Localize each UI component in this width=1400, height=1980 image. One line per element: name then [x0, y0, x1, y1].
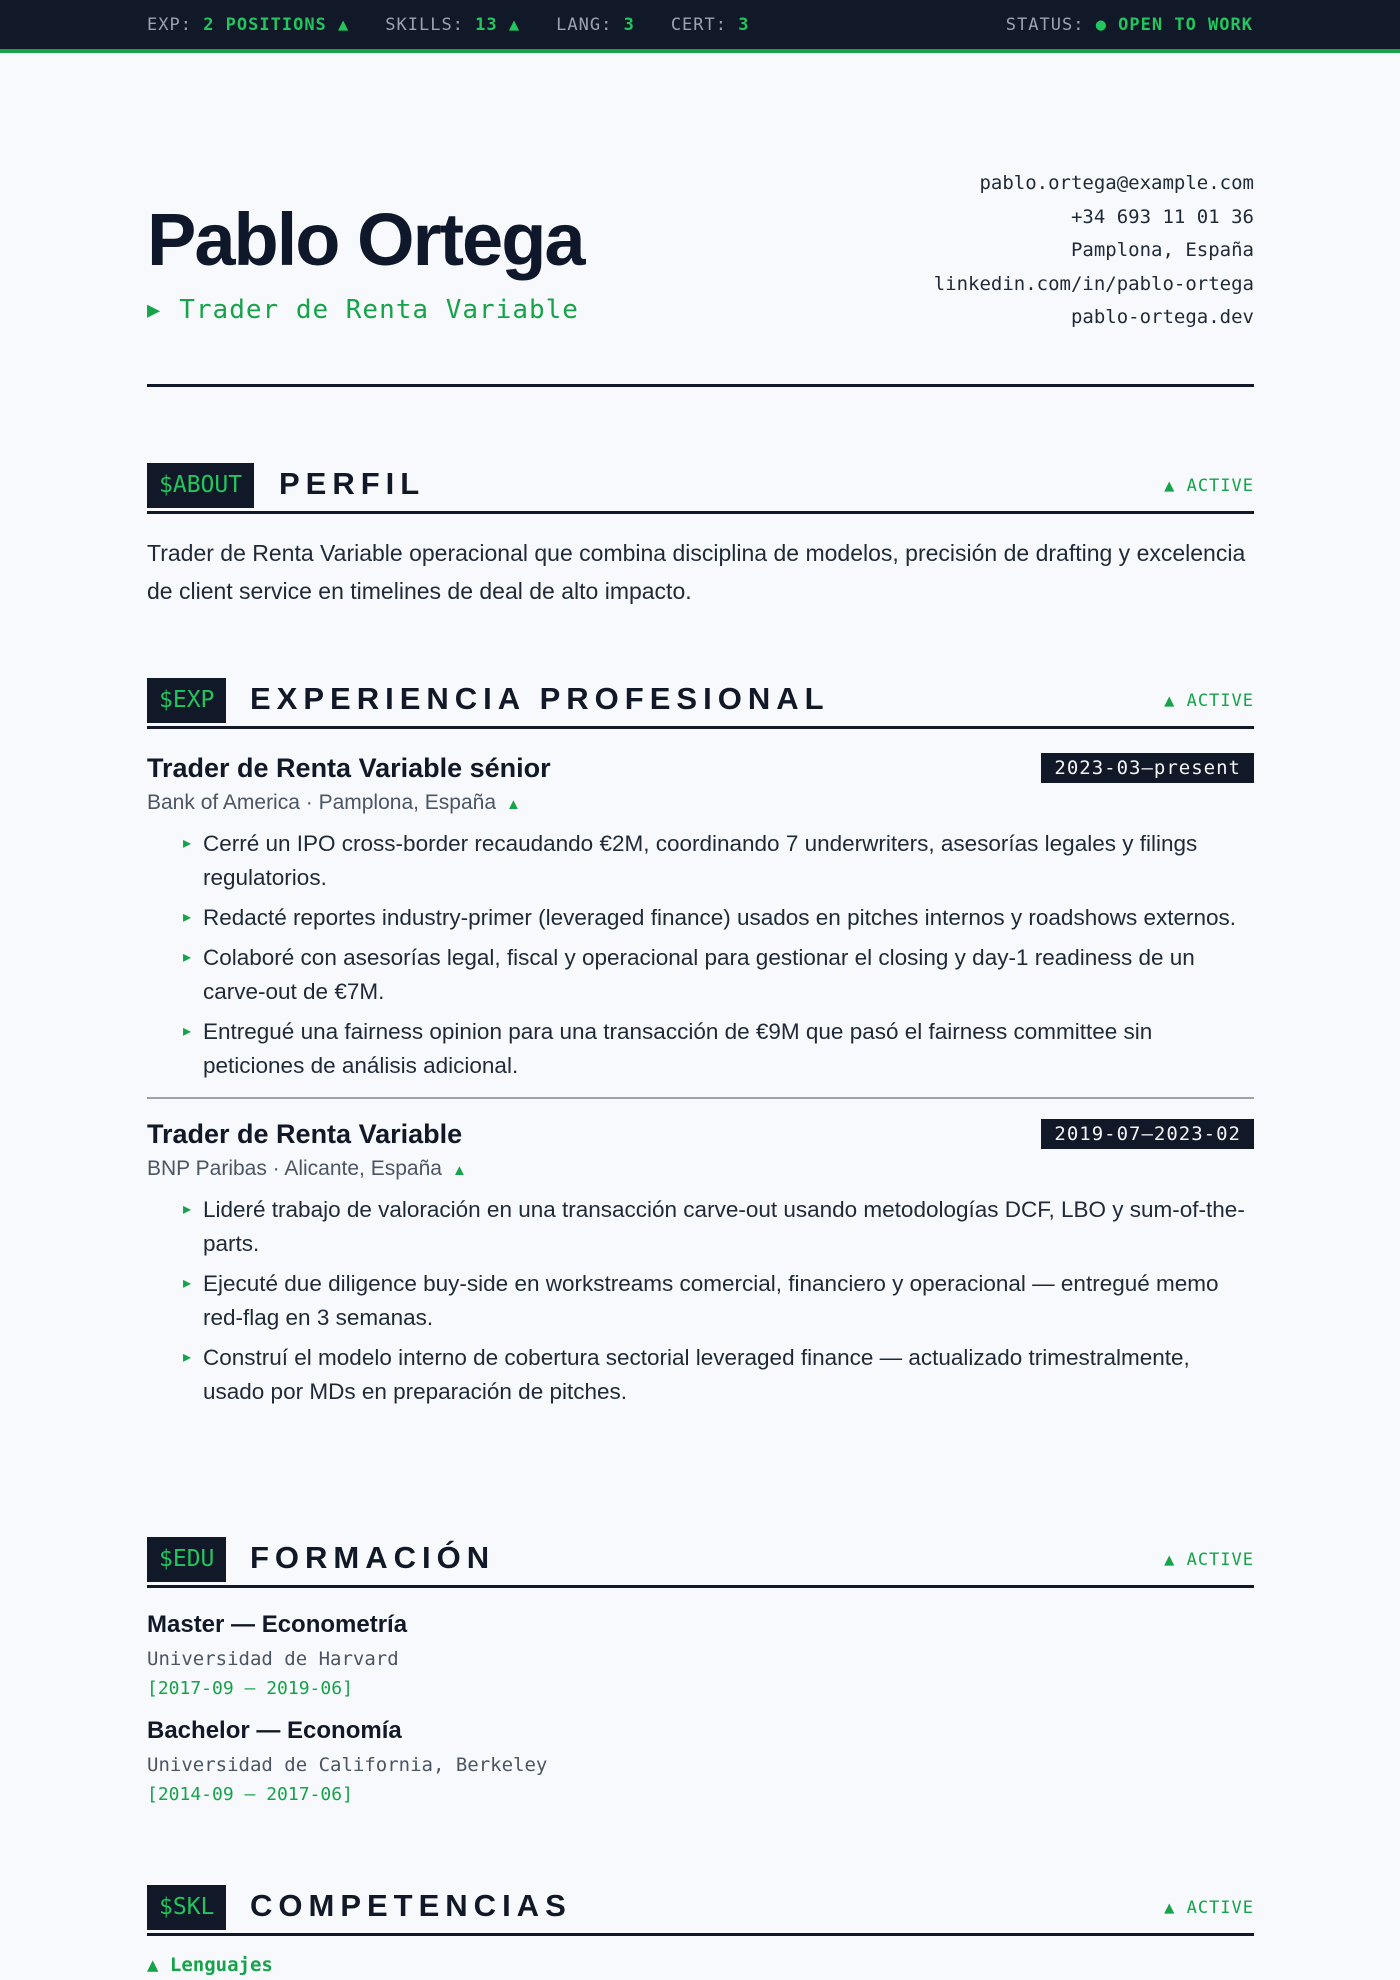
resume-header: [147, 53, 1254, 388]
job-meta: Bank of America · Pamplona, España ▲: [147, 791, 521, 814]
section-title: COMPETENCIAS: [250, 1888, 572, 1923]
section-state: ▲ ACTIVE: [1164, 1550, 1254, 1570]
list-item: ▸ Ejecuté due diligence buy-side en workstreams comercial, financiero y operacional — entregué memo red-flag en 3 semanas.: [183, 1267, 1254, 1335]
section-tag: $SKL: [147, 1885, 226, 1930]
job-entry: [147, 1117, 1254, 1409]
section-header: [147, 458, 1254, 514]
section-header: [147, 1880, 1254, 1936]
candidate-name: Pablo Ortega: [147, 198, 584, 281]
resume-page: [147, 53, 1254, 1976]
job-divider: [147, 1097, 1254, 1099]
job-meta: BNP Paribas · Alicante, España ▲: [147, 1156, 467, 1180]
section-tag: $EXP: [147, 678, 226, 723]
section-title: EXPERIENCIA PROFESIONAL: [250, 681, 830, 716]
section-state: ▲ ACTIVE: [1164, 476, 1254, 496]
job-bullets: [147, 827, 1254, 1083]
list-item: ▸ Redacté reportes industry-primer (leveraged finance) usados en pitches internos y roadshows externos.: [183, 901, 1254, 935]
job-date: 2019-07—2023-02: [1041, 1119, 1254, 1149]
stat-languages: LANG: 3: [556, 14, 635, 35]
triangle-up-icon: ▲: [506, 796, 521, 813]
list-item: ▸ Colaboré con asesorías legal, fiscal y operacional para gestionar el closing y day-1 readiness de un carve-out de €7M.: [183, 941, 1254, 1009]
job-title: Trader de Renta Variable sénior: [147, 753, 551, 783]
list-item: ▸ Lideré trabajo de valoración en una transacción carve-out usando metodologías DCF, LBO y sum-of-the-parts.: [183, 1193, 1254, 1261]
profile-summary: Trader de Renta Variable operacional que combina disciplina de modelos, precisión de drafting y excelencia de client service en timelines de deal de alto impacto.: [147, 540, 1246, 604]
school-name: Universidad de California, Berkeley: [147, 1754, 548, 1776]
section-state: ▲ ACTIVE: [1164, 691, 1254, 711]
section-title: PERFIL: [279, 466, 426, 501]
education-entry: [147, 1716, 1254, 1808]
job-entry: [147, 751, 1254, 1083]
contact-phone[interactable]: +34 693 11 01 36: [1070, 205, 1254, 228]
list-item: ▸ Entregué una fairness opinion para una transacción de €9M que pasó el fairness committee sin peticiones de análisis adicional.: [183, 1015, 1254, 1083]
play-icon: ▶: [147, 297, 162, 323]
stat-certifications: CERT: 3: [670, 14, 750, 35]
job-title: Trader de Renta Variable: [147, 1118, 463, 1149]
stat-skills: SKILLS: 13 ▲: [385, 14, 521, 35]
contact-linkedin[interactable]: linkedin.com/in/pablo-ortega: [933, 272, 1254, 295]
contact-email[interactable]: pablo.ortega@example.com: [979, 172, 1254, 194]
list-item: ▸ Construí el modelo interno de cobertura sectorial leveraged finance — actualizado trimestralmente, usado por MDs en preparación de pitches.: [183, 1341, 1254, 1409]
job-bullets: [147, 1193, 1254, 1409]
section-experience: [147, 673, 1254, 1415]
status-bar: [0, 0, 1400, 53]
header-divider: [147, 384, 1254, 387]
section-tag: $EDU: [147, 1537, 226, 1582]
degree-title: Master — Econometría: [147, 1611, 408, 1638]
candidate-role: [147, 295, 579, 325]
contact-block: [934, 167, 1254, 335]
education-date: [2017-09 – 2019-06]: [147, 1678, 353, 1699]
section-header: [147, 673, 1254, 729]
list-item: ▸ Cerré un IPO cross-border recaudando €2M, coordinando 7 underwriters, asesorías legales y filings regulatorios.: [183, 827, 1254, 895]
section-title: FORMACIÓN: [250, 1540, 496, 1575]
section-header: [147, 1532, 1254, 1588]
status-indicator: STATUS: ● OPEN TO WORK: [1005, 14, 1253, 35]
triangle-up-icon: ▲: [451, 1161, 467, 1179]
section-state: ▲ ACTIVE: [1164, 1898, 1254, 1918]
contact-location: Pamplona, España: [1070, 239, 1254, 261]
section-skills: [147, 1880, 1254, 1976]
stat-experience: EXP: 2 POSITIONS ▲: [147, 14, 350, 35]
education-entry: [147, 1610, 1254, 1702]
section-education: [147, 1532, 1254, 1808]
degree-title: Bachelor — Economía: [147, 1717, 402, 1744]
job-date: 2023-03—present: [1041, 753, 1254, 783]
contact-website[interactable]: pablo-ortega.dev: [1070, 306, 1254, 328]
section-tag: $ABOUT: [147, 463, 254, 508]
section-about: [147, 458, 1254, 610]
role-label: Trader de Renta Variable: [179, 295, 579, 325]
skill-group-title: ▲ Lenguajes: [147, 1954, 273, 1976]
school-name: Universidad de Harvard: [147, 1648, 399, 1670]
education-date: [2014-09 – 2017-06]: [147, 1784, 353, 1805]
